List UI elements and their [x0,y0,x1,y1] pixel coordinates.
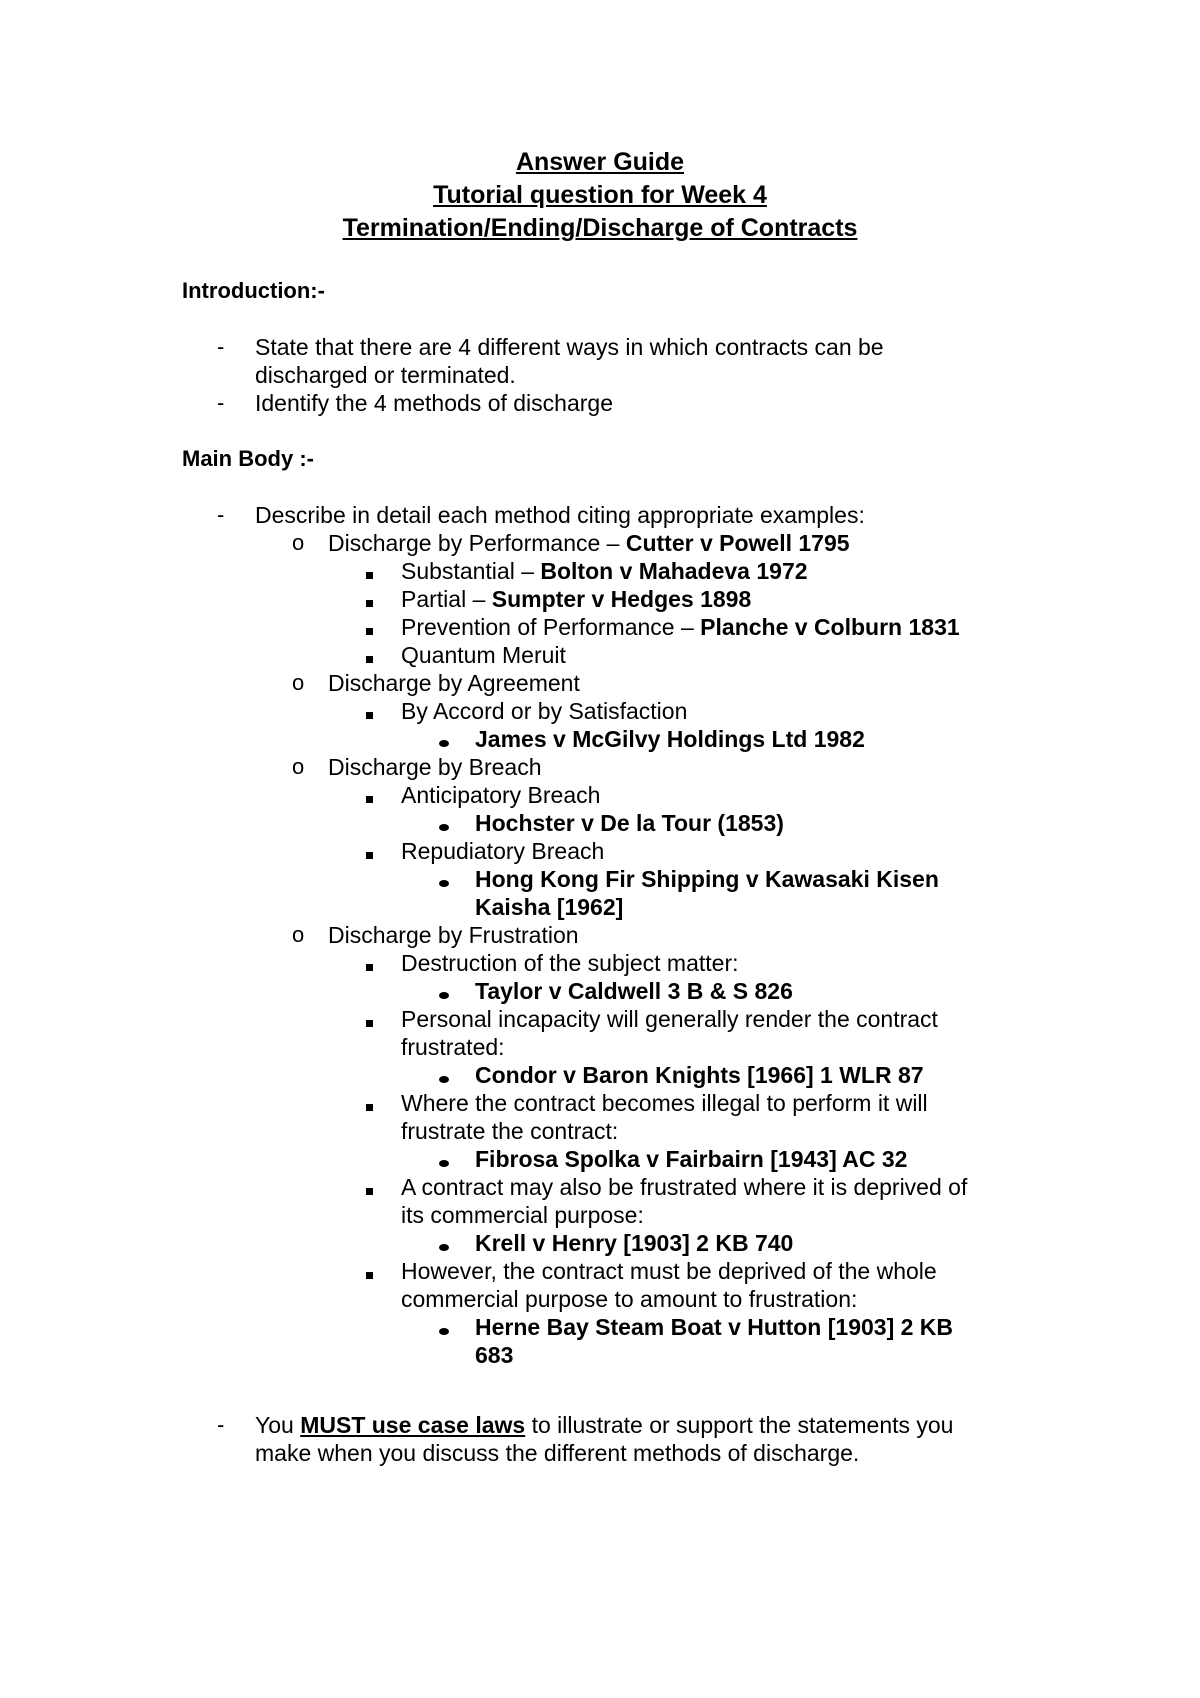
deprived-line-1: A contract may also be frustrated where it is deprived of [401,1174,968,1200]
final-note-line-1 [255,1411,953,1439]
performance-case: Cutter v Powell 1795 [625,530,850,556]
square-bullet [366,1173,373,1201]
square-bullet [366,613,373,641]
anticipatory-item: Anticipatory Breach [401,782,601,808]
intro-heading: Introduction:- [182,278,325,303]
square-bullet [366,1005,373,1033]
dot-bullet [439,1229,449,1257]
final-note-pre: You [255,1412,301,1438]
circle-bullet: o [292,922,305,947]
whole-purpose-case-line-2: 683 [475,1342,514,1368]
prevention-item [401,613,960,641]
dot-bullet [439,977,449,1005]
whole-purpose-case-line-1: Herne Bay Steam Boat v Hutton [1903] 2 KB [475,1314,954,1340]
square-bullet [366,557,373,585]
dash-bullet: - [217,334,225,359]
partial-case: Sumpter v Hedges 1898 [491,586,752,612]
quantum-meruit-item: Quantum Meruit [401,642,566,668]
whole-purpose-line-1: However, the contract must be deprived of the whole [401,1258,937,1284]
intro-item-1-line-2: discharged or terminated. [255,362,516,388]
doc-subtitle: Tutorial question for Week 4 [433,181,767,209]
breach-item: Discharge by Breach [328,754,542,780]
dot-bullet [439,1145,449,1173]
illegal-line-1: Where the contract becomes illegal to perform it will [401,1090,928,1116]
partial-item [401,585,751,613]
main-body-heading: Main Body :- [182,446,314,471]
dash-bullet: - [217,1412,225,1437]
deprived-case: Krell v Henry [1903] 2 KB 740 [475,1230,794,1256]
destruction-item: Destruction of the subject matter: [401,950,739,976]
performance-item [328,529,850,557]
substantial-case: Bolton v Mahadeva 1972 [540,558,808,584]
frustration-item: Discharge by Frustration [328,922,579,948]
square-bullet [366,1257,373,1285]
substantial-label: Substantial – [401,558,541,584]
square-bullet [366,837,373,865]
circle-bullet: o [292,670,305,695]
dot-bullet [439,1061,449,1089]
square-bullet [366,1089,373,1117]
main-body-lead: Describe in detail each method citing appropriate examples: [255,502,865,528]
dash-bullet: - [217,502,225,527]
square-bullet [366,641,373,669]
square-bullet [366,585,373,613]
intro-item-1-line-1: State that there are 4 different ways in which contracts can be [255,334,884,360]
dot-bullet [439,725,449,753]
repudiatory-case-line-2: Kaisha [1962] [475,894,624,920]
repudiatory-item: Repudiatory Breach [401,838,605,864]
doc-topic: Termination/Ending/Discharge of Contracts [342,214,858,242]
anticipatory-case: Hochster v De la Tour (1853) [475,810,784,836]
incapacity-line-1: Personal incapacity will generally render the contract [401,1006,938,1032]
final-note-line-2: make when you discuss the different methods of discharge. [255,1440,860,1466]
accord-item: By Accord or by Satisfaction [401,698,688,724]
prevention-label: Prevention of Performance – [401,614,701,640]
circle-bullet: o [292,754,305,779]
incapacity-case: Condor v Baron Knights [1966] 1 WLR 87 [475,1062,924,1088]
final-note-emphasis: MUST use case laws [300,1412,526,1438]
performance-label: Discharge by Performance – [328,530,626,556]
dot-bullet [439,865,449,893]
partial-label: Partial – [401,586,492,612]
whole-purpose-line-2: commercial purpose to amount to frustration: [401,1286,858,1312]
incapacity-line-2: frustrated: [401,1034,505,1060]
dot-bullet [439,1313,449,1341]
doc-title: Answer Guide [515,148,685,176]
prevention-case: Planche v Colburn 1831 [700,614,960,640]
illegal-case: Fibrosa Spolka v Fairbairn [1943] AC 32 [475,1146,908,1172]
repudiatory-case-line-1: Hong Kong Fir Shipping v Kawasaki Kisen [475,866,939,892]
agreement-item: Discharge by Agreement [328,670,580,696]
dash-bullet: - [217,390,225,415]
substantial-item [401,557,808,585]
square-bullet [366,697,373,725]
destruction-case: Taylor v Caldwell 3 B & S 826 [475,978,793,1004]
deprived-line-2: its commercial purpose: [401,1202,644,1228]
agreement-case: James v McGilvy Holdings Ltd 1982 [475,726,865,752]
square-bullet [366,781,373,809]
final-note-post: to illustrate or support the statements you [525,1412,954,1438]
illegal-line-2: frustrate the contract: [401,1118,619,1144]
circle-bullet: o [292,530,305,555]
dot-bullet [439,809,449,837]
intro-item-2: Identify the 4 methods of discharge [255,390,613,416]
square-bullet [366,949,373,977]
